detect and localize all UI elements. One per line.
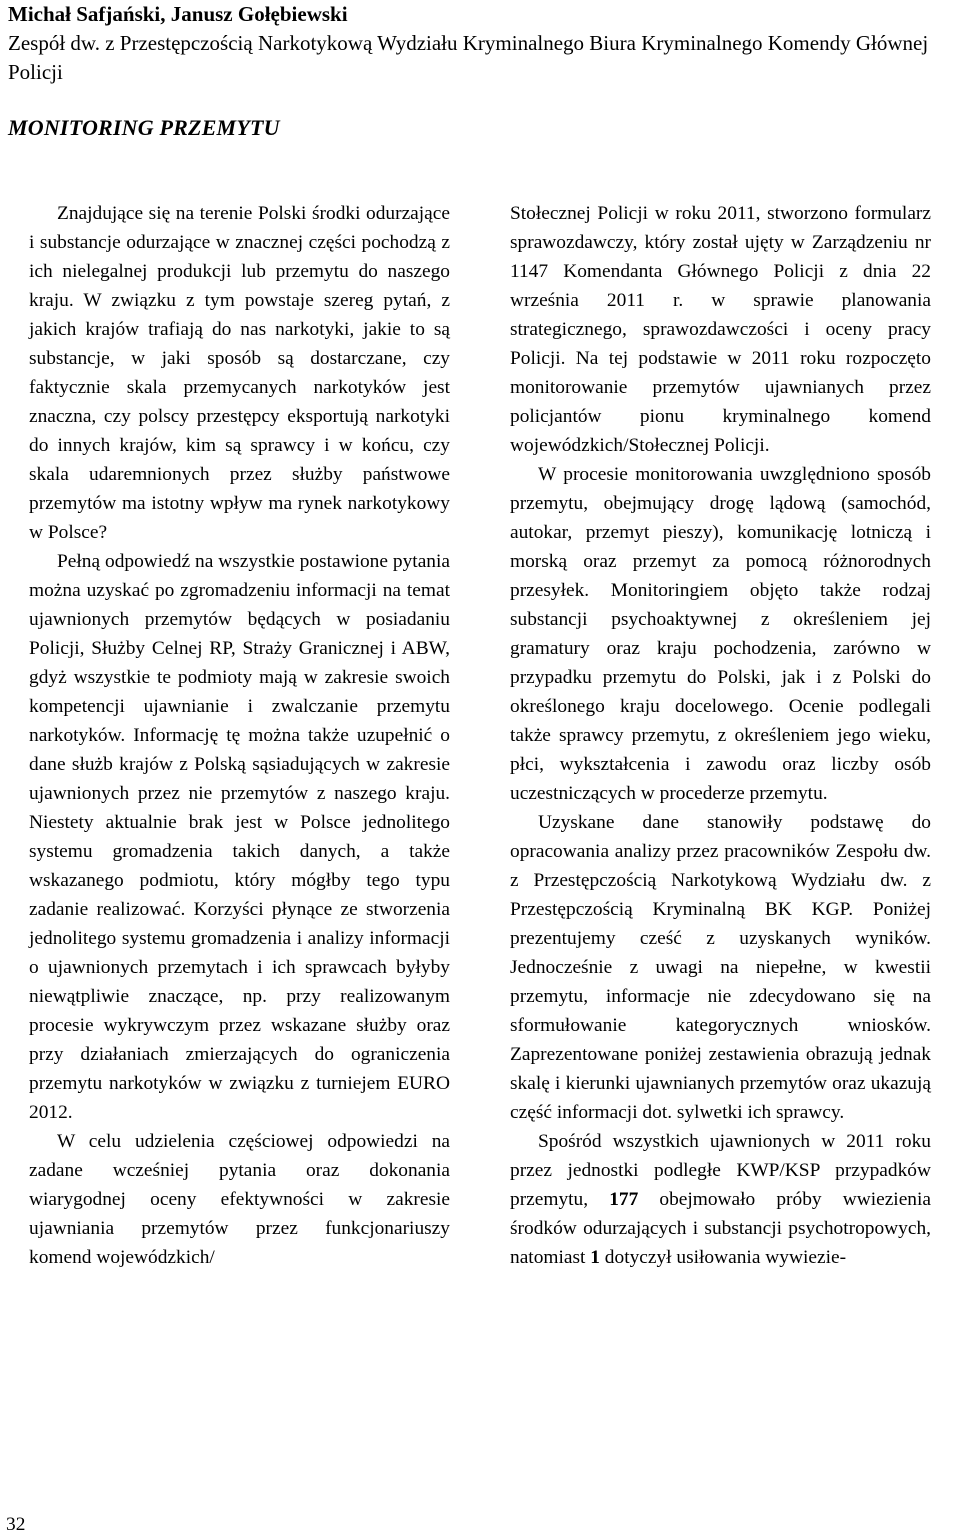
paragraph: Pełną odpowiedź na wszystkie postawione pytania można uzyskać po zgromadzeniu informacji na temat ujawnionych przemytów będących w posiadaniu Policji, Służby Celnej RP, Straży Granicznej i ABW, gdyż wszystkie te podmioty mają w zakresie swoich kompetencji ujawnianie i zwalczanie przemytu narkotyków. Informację tę można także uzupełnić o dane służb krajów z Polską sąsiadujących w zakresie ujawnionych przez nie przemytów z naszego kraju. Niestety aktualnie brak jest w Polsce jednolitego systemu gromadzenia takich danych, a także wskazanego podmiotu, który mógłby tego typu zadanie realizować. Korzyści płynące ze stworzenia jednolitego systemu gromadzenia i analizy informacji o ujawnionych przemytach i ich sprawcach byłyby niewątpliwie znaczące, np. przy realizowanym procesie wykrywczym przez wskazane służby oraz przy działaniach zmierzających do ograniczenia przemytu narkotyków w związku z turniejem EURO 2012. (29, 551, 450, 1123)
paragraph (510, 1127, 931, 1272)
paragraph: Uzyskane dane stanowiły podstawę do opracowania analizy przez pracowników Zespołu dw. z Przestępczością Narkotykową Wydziału dw. z Przestępczością Kryminalną BK KGP. Poniżej prezentujemy cześć z uzyskanych wyników. Jednocześnie z uwagi na niepełne, w kwestii przemytu, informacje nie zdecydowano się na sformułowanie kategorycznych wniosków. Zaprezentowane poniżej zestawienia obrazują jednak skalę i kierunki ujawnianych przemytów oraz ukazują część informacji dot. sylwetki ich sprawcy. (510, 812, 931, 1123)
paragraph: W procesie monitorowania uwzględniono sposób przemytu, obejmujący drogę lądową (samochód, autokar, przemyt pieszy), komunikację lotniczą i morską oraz przemyt za pomocą różnorodnych przesyłek. Monitoringiem objęto także rodzaj substancji psychoaktywnej z określeniem jej gramatury oraz kraju pochodzenia, zarówno w przypadku przemytu do Polski, jak i z Polski do określonego kraju docelowego. Ocenie podlegali także sprawcy przemytu, z określeniem jego wieku, płci, wykształcenia i zawodu oraz liczby osób uczestniczących w procederze przemytu. (510, 464, 931, 804)
count-bold: 1 (590, 1247, 600, 1268)
text-run: obejmowało próby wwiezienia środków odurzających i substancji psychotropowych, natomiast (510, 1189, 931, 1268)
paragraph: W celu udzielenia częściowej odpowiedzi na zadane wcześniej pytania oraz dokonania wiarygodnej oceny efektywności w zakresie ujawniania przemytów przez funkcjonariuszy komend wojewódzkich/ (29, 1131, 450, 1268)
paragraph: Stołecznej Policji w roku 2011, stworzono formularz sprawozdawczy, który został ujęty w Zarządzeniu nr 1147 Komendanta Głównego Policji z dnia 22 września 2011 r. w sprawie planowania strategicznego, sprawozdawczości i oceny pracy Policji. Na tej podstawie w 2011 roku rozpoczęto monitorowanie przemytów ujawnianych przez policjantów pionu kryminalnego komend wojewódzkich/Stołecznej Policji. (510, 203, 931, 456)
text-run: Spośród wszystkich ujawnionych w 2011 roku przez jednostki podległe KWP/KSP przypadków przemytu, (510, 1131, 931, 1210)
paragraph: Znajdujące się na terenie Polski środki odurzające i substancje odurzające w znacznej części pochodzą z ich nielegalnej produkcji lub przemytu do naszego kraju. W związku z tym powstaje szereg pytań, z jakich krajów trafiają do nas narkotyki, jakie to są substancje, w jaki sposób są dostarczane, czy faktycznie skala przemycanych narkotyków jest znaczna, czy polscy przestępcy eksportują narkotyki do innych krajów, kim są sprawcy i w końcu, czy skala udaremnionych przez służby państwowe przemytów ma istotny wpływ ma rynek narkotykowy w Polsce? (29, 203, 450, 543)
authors: Michał Safjański, Janusz Gołębiewski (8, 2, 348, 26)
right-column (510, 199, 931, 1272)
page-number: 32 (6, 1514, 26, 1535)
affiliation: Zespół dw. z Przestępczością Narkotykową Wydziału Kryminalnego Biura Kryminalnego Komendy Głównej Policji (8, 31, 929, 84)
count-bold: 177 (609, 1189, 639, 1210)
article-title: MONITORING PRZEMYTU (8, 115, 280, 140)
text-run: dotyczył usiłowania wywiezie- (599, 1247, 847, 1268)
left-column (29, 199, 450, 1272)
